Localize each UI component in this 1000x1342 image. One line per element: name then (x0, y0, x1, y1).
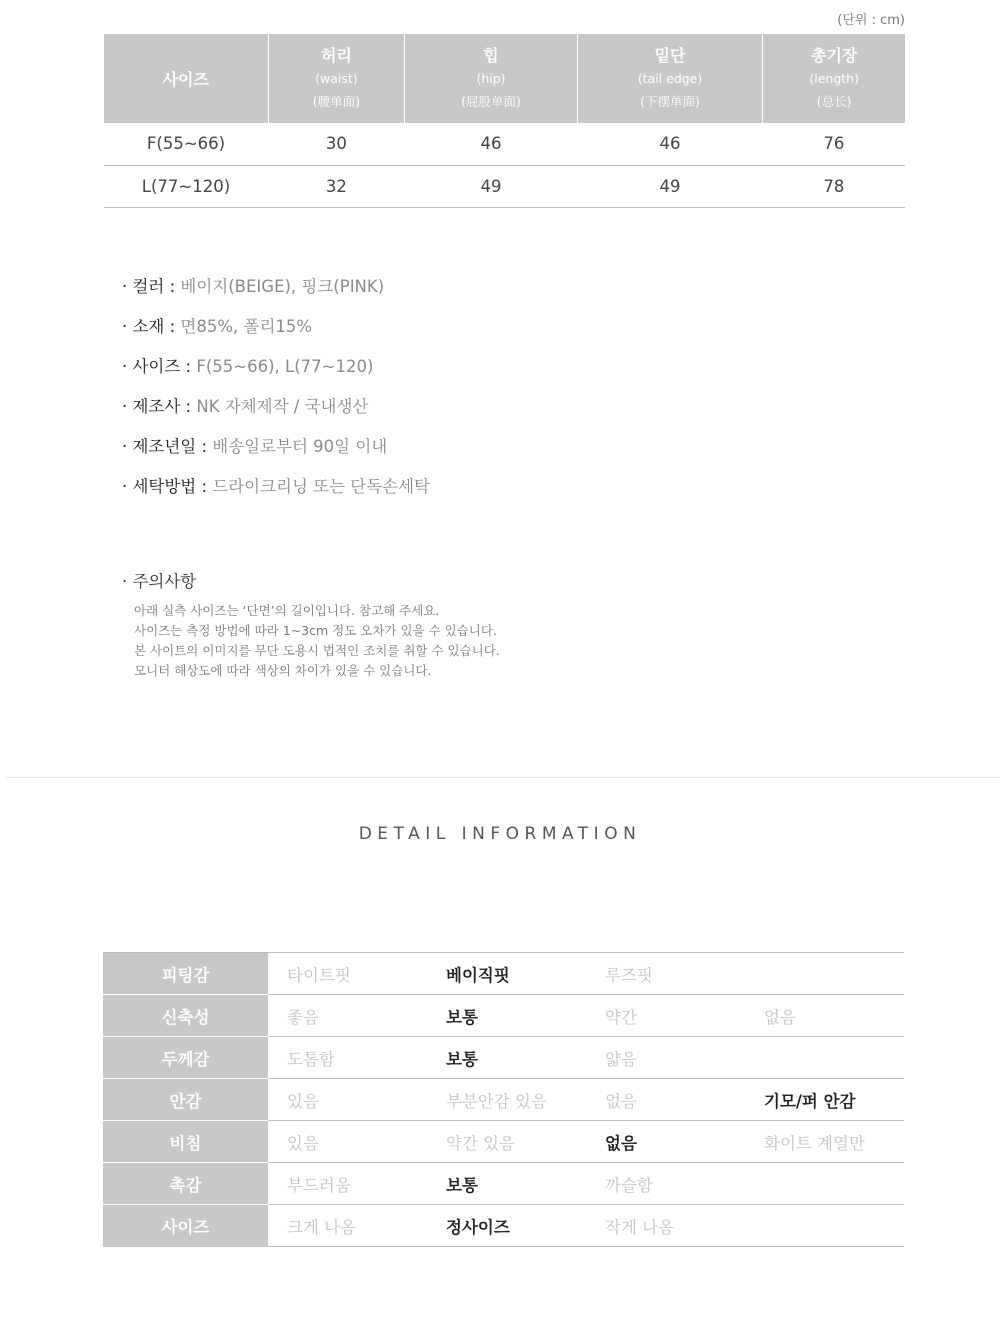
detail-option: 부드러움 (268, 1163, 427, 1205)
detail-option: 있음 (268, 1079, 427, 1121)
spec-key: · 세탁방법 : (122, 477, 213, 496)
spec-list (122, 275, 430, 515)
list-item: 모니터 해상도에 따라 색상의 차이가 있을 수 있습니다. (134, 663, 432, 678)
detail-option: 약간 있음 (427, 1121, 586, 1163)
spec-key: · 제조사 : (122, 397, 197, 416)
table-row (103, 953, 904, 995)
list-item: 본 사이트의 이미지를 무단 도용시 법적인 조치를 취할 수 있습니다. (134, 643, 500, 658)
detail-option: 좋음 (268, 995, 427, 1037)
detail-option: 정사이즈 (427, 1205, 586, 1247)
spec-key: · 소재 : (122, 317, 181, 336)
notes-list (134, 601, 500, 681)
tail-edge-cell: 46 (577, 123, 763, 165)
notes-title: · 주의사항 (122, 572, 197, 591)
detail-option: 도톰함 (268, 1037, 427, 1079)
header-label-ko: 허리 (320, 45, 352, 65)
detail-option: 보통 (427, 995, 586, 1037)
detail-option: 까슬함 (586, 1163, 745, 1205)
detail-option: 기모/퍼 안감 (745, 1079, 904, 1121)
detail-option: 보통 (427, 1037, 586, 1079)
table-row (103, 1037, 904, 1079)
size-header-tail-edge (577, 34, 763, 123)
hip-cell: 46 (405, 123, 577, 165)
header-label-en: (hip) (476, 70, 506, 86)
detail-table (103, 952, 904, 1247)
header-label-ko: 힙 (483, 45, 499, 65)
detail-option: 루즈핏 (586, 953, 745, 995)
spec-key: · 사이즈 : (122, 357, 197, 376)
spec-item-material (122, 315, 430, 355)
spec-value: 면85%, 폴리15% (180, 317, 313, 336)
detail-option (745, 1163, 904, 1205)
size-header-waist (268, 34, 405, 123)
detail-label: 피팅감 (103, 953, 268, 995)
table-row (103, 1163, 904, 1205)
hip-cell: 49 (405, 165, 577, 207)
header-label-cn: (屁股单面) (461, 93, 521, 109)
size-cell: F(55~66) (104, 123, 268, 165)
detail-label: 사이즈 (103, 1205, 268, 1247)
table-row (103, 1079, 904, 1121)
spec-item-manufacturer (122, 395, 430, 435)
detail-option: 화이트 계열만 (745, 1121, 904, 1163)
detail-option: 약간 (586, 995, 745, 1037)
detail-option: 보통 (427, 1163, 586, 1205)
detail-option: 크게 나옴 (268, 1205, 427, 1247)
detail-option: 없음 (586, 1079, 745, 1121)
spec-item-color (122, 275, 430, 315)
spec-value: 드라이크리닝 또는 단독손세탁 (212, 477, 430, 496)
table-row (103, 1121, 904, 1163)
spec-key: · 컬러 : (122, 277, 181, 296)
header-label-cn: (腰单面) (312, 93, 361, 109)
list-item: 사이즈는 측정 방법에 따라 1~3cm 정도 오차가 있을 수 있습니다. (134, 623, 497, 638)
table-row (104, 123, 905, 165)
spec-item-size (122, 355, 430, 395)
spec-value: 배송일로부터 90일 이내 (212, 437, 388, 456)
header-label-ko: 밑단 (654, 45, 686, 65)
detail-label: 촉감 (103, 1163, 268, 1205)
length-cell: 78 (763, 165, 905, 207)
detail-option (745, 1037, 904, 1079)
detail-title: DETAIL INFORMATION (358, 824, 642, 844)
detail-option: 작게 나옴 (586, 1205, 745, 1247)
detail-option: 얇음 (586, 1037, 745, 1079)
header-label-en: (waist) (315, 70, 358, 86)
detail-label: 두께감 (103, 1037, 268, 1079)
table-row (103, 1205, 904, 1247)
spec-item-washing (122, 475, 430, 515)
spec-value: 베이지(BEIGE), 핑크(PINK) (180, 277, 385, 296)
unit-label: (단위 : cm) (837, 13, 905, 28)
detail-label: 신축성 (103, 995, 268, 1037)
header-label-cn: (总长) (816, 93, 852, 109)
section-divider (6, 777, 1000, 778)
table-row (103, 995, 904, 1037)
spec-item-manufacture-date (122, 435, 430, 475)
detail-option: 부분안감 있음 (427, 1079, 586, 1121)
detail-option: 없음 (586, 1121, 745, 1163)
tail-edge-cell: 49 (577, 165, 763, 207)
detail-option (745, 1205, 904, 1247)
length-cell: 76 (763, 123, 905, 165)
spec-value: NK 자체제작 / 국내생산 (196, 397, 369, 416)
size-table (104, 34, 905, 208)
spec-key: · 제조년일 : (122, 437, 213, 456)
size-header-corner: 사이즈 (104, 34, 268, 123)
header-label-en: (tail edge) (637, 70, 703, 86)
header-label-ko: 총기장 (810, 45, 858, 65)
detail-option: 없음 (745, 995, 904, 1037)
detail-option: 있음 (268, 1121, 427, 1163)
detail-option: 타이트핏 (268, 953, 427, 995)
detail-label: 안감 (103, 1079, 268, 1121)
waist-cell: 30 (268, 123, 405, 165)
detail-label: 비침 (103, 1121, 268, 1163)
header-label-cn: (下摆单面) (640, 93, 700, 109)
header-label-en: (length) (809, 70, 859, 86)
detail-option (745, 953, 904, 995)
size-header-hip (405, 34, 577, 123)
waist-cell: 32 (268, 165, 405, 207)
table-row (104, 165, 905, 207)
detail-option: 베이직핏 (427, 953, 586, 995)
size-table-header (104, 34, 905, 123)
size-cell: L(77~120) (104, 165, 268, 207)
list-item: 아래 실측 사이즈는 ‘단면’의 길이입니다. 참고해 주세요. (134, 603, 440, 618)
size-header-length (763, 34, 905, 123)
spec-value: F(55~66), L(77~120) (196, 357, 374, 376)
